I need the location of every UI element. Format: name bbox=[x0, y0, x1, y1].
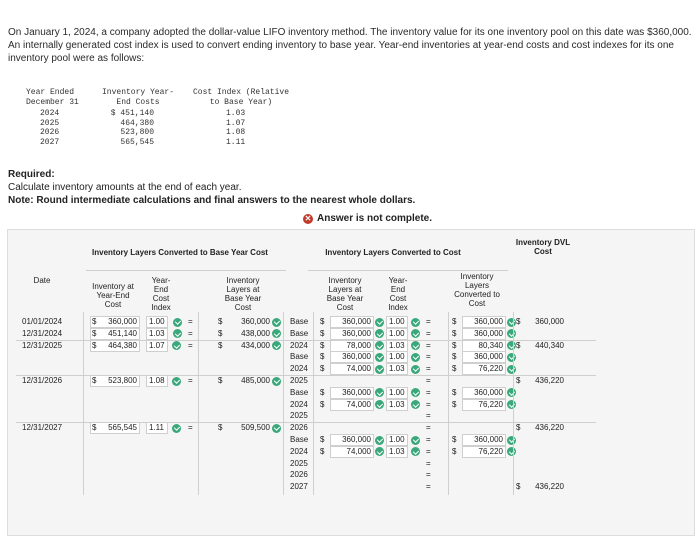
date-cell: 12/31/2025 bbox=[22, 340, 63, 350]
col-header-end-cost: Inventory at Year-End Cost bbox=[92, 282, 134, 309]
correct-check-icon bbox=[507, 436, 516, 445]
layer-cost-input[interactable]: 360,000 bbox=[462, 387, 506, 399]
correct-check-icon bbox=[507, 329, 516, 338]
index-input[interactable]: 1.11 bbox=[146, 422, 168, 434]
dollar-sign: $ bbox=[320, 399, 325, 409]
index-input[interactable]: 1.08 bbox=[146, 375, 168, 387]
equals-sign: = bbox=[426, 470, 431, 480]
equals-sign: = bbox=[426, 328, 431, 338]
layer-label: Base bbox=[290, 352, 309, 362]
dollar-sign: $ bbox=[218, 376, 223, 385]
correct-check-icon bbox=[411, 436, 420, 445]
correct-check-icon bbox=[375, 329, 384, 338]
dollar-sign: $ bbox=[320, 387, 325, 397]
base-cost-value: 434,000 bbox=[241, 340, 270, 350]
layer-label: 2025 bbox=[290, 376, 308, 385]
col-header-date: Date bbox=[33, 276, 51, 285]
required-label: Required: bbox=[8, 169, 55, 180]
layer-index-input[interactable]: 1.00 bbox=[386, 328, 408, 340]
date-cell: 12/31/2027 bbox=[22, 423, 63, 433]
dollar-sign: $ bbox=[452, 435, 457, 444]
dollar-sign: $ bbox=[452, 340, 457, 350]
layer-base-input[interactable]: 360,000 bbox=[330, 434, 374, 446]
correct-check-icon bbox=[172, 341, 181, 350]
dvl-total: 436,220 bbox=[535, 376, 564, 385]
correct-check-icon bbox=[507, 400, 516, 409]
column-divider bbox=[313, 312, 314, 495]
correct-check-icon bbox=[173, 318, 182, 327]
equals-sign: = bbox=[426, 423, 431, 433]
dvl-total: 436,220 bbox=[535, 423, 564, 433]
dollar-sign: $ bbox=[92, 376, 97, 385]
layer-label: Base bbox=[290, 435, 309, 444]
layer-cost-input[interactable]: 76,220 bbox=[462, 363, 506, 375]
correct-check-icon bbox=[375, 318, 384, 327]
dollar-sign: $ bbox=[320, 364, 325, 374]
dollar-sign: $ bbox=[92, 423, 97, 433]
correct-check-icon bbox=[411, 329, 420, 338]
column-divider bbox=[83, 312, 84, 495]
answer-status-banner: ✕ Answer is not complete. bbox=[304, 213, 433, 224]
index-input[interactable]: 1.07 bbox=[146, 340, 168, 352]
layer-base-input[interactable]: 360,000 bbox=[330, 387, 374, 399]
equals-sign: = bbox=[188, 317, 193, 326]
col-header-index: Year-End Cost Index bbox=[151, 276, 171, 312]
correct-check-icon bbox=[375, 388, 384, 397]
dollar-sign: $ bbox=[218, 340, 223, 350]
given-row-year: 2025 bbox=[40, 118, 60, 128]
given-data-table bbox=[26, 88, 296, 154]
layer-index-input[interactable]: 1.00 bbox=[386, 434, 408, 446]
date-cell: 01/01/2024 bbox=[22, 317, 63, 326]
equals-sign: = bbox=[426, 458, 431, 468]
required-section bbox=[8, 168, 415, 207]
equals-sign: = bbox=[426, 340, 431, 350]
equals-sign: = bbox=[188, 423, 193, 433]
equals-sign: = bbox=[426, 352, 431, 362]
col-header-layer-base: Inventory Layers at Base Year Cost bbox=[326, 276, 364, 312]
correct-check-icon bbox=[272, 377, 281, 386]
correct-check-icon bbox=[507, 353, 516, 362]
correct-check-icon bbox=[411, 353, 420, 362]
correct-check-icon bbox=[411, 447, 420, 456]
correct-check-icon bbox=[507, 388, 516, 397]
col-header-layer-index: Year-End Cost Index bbox=[388, 276, 408, 312]
dollar-sign: $ bbox=[218, 328, 223, 338]
answer-panel bbox=[7, 229, 695, 536]
dollar-sign: $ bbox=[516, 423, 521, 433]
layer-label: 2024 bbox=[290, 364, 308, 374]
layer-cost-input[interactable]: 360,000 bbox=[462, 351, 506, 363]
correct-check-icon bbox=[272, 318, 281, 327]
date-cell: 12/31/2026 bbox=[22, 376, 63, 385]
given-row-year: 2024 bbox=[40, 109, 60, 118]
layer-label: 2025 bbox=[290, 411, 308, 421]
layer-index-input[interactable]: 1.03 bbox=[386, 446, 408, 458]
dollar-sign: $ bbox=[452, 317, 457, 326]
layer-index-input[interactable]: 1.00 bbox=[386, 316, 408, 328]
layer-cost-input[interactable]: 360,000 bbox=[462, 434, 506, 446]
dollar-sign: $ bbox=[92, 328, 97, 338]
dollar-sign: $ bbox=[320, 352, 325, 362]
layer-label: 2024 bbox=[290, 340, 308, 350]
dollar-sign: $ bbox=[92, 317, 97, 326]
dollar-sign: $ bbox=[218, 317, 223, 326]
correct-check-icon bbox=[375, 353, 384, 362]
base-cost-value: 360,000 bbox=[241, 317, 270, 326]
layer-base-input[interactable]: 360,000 bbox=[330, 351, 374, 363]
layer-base-input[interactable]: 78,000 bbox=[330, 340, 374, 352]
equals-sign: = bbox=[188, 328, 193, 338]
dollar-sign: $ bbox=[320, 446, 325, 456]
layer-index-input[interactable]: 1.03 bbox=[386, 399, 408, 411]
dollar-sign: $ bbox=[218, 423, 223, 433]
given-row-year: 2026 bbox=[40, 128, 60, 137]
given-row-cost: 565,545 bbox=[120, 137, 154, 147]
layer-base-input[interactable]: 74,000 bbox=[330, 446, 374, 458]
dollar-sign: $ bbox=[92, 340, 97, 350]
end-cost-input[interactable]: 523,800 bbox=[90, 375, 140, 387]
correct-check-icon bbox=[272, 341, 281, 350]
given-row-index: 1.11 bbox=[226, 137, 246, 147]
error-x-icon: ✕ bbox=[304, 213, 312, 223]
layer-cost-input[interactable]: 76,220 bbox=[462, 446, 506, 458]
date-cell: 12/31/2024 bbox=[22, 328, 63, 338]
correct-check-icon bbox=[172, 424, 181, 433]
dollar-sign: $ bbox=[320, 328, 325, 338]
end-cost-input[interactable]: 464,380 bbox=[90, 340, 140, 352]
given-row-year: 2027 bbox=[40, 137, 60, 147]
dollar-sign: $ bbox=[452, 387, 457, 397]
layer-label: 2024 bbox=[290, 399, 308, 409]
layer-base-input[interactable]: 360,000 bbox=[330, 328, 374, 340]
dollar-sign: $ bbox=[452, 352, 457, 362]
col-header-layer-cost: Inventory Layers Converted to Cost bbox=[454, 272, 500, 308]
layer-base-input[interactable]: 74,000 bbox=[330, 363, 374, 375]
base-cost-value: 485,000 bbox=[241, 376, 270, 385]
layer-base-input[interactable]: 360,000 bbox=[330, 316, 374, 328]
given-row-cost: 523,800 bbox=[120, 128, 154, 137]
equals-sign: = bbox=[426, 387, 431, 397]
layer-label: 2025 bbox=[290, 458, 308, 468]
correct-check-icon bbox=[411, 365, 420, 374]
dollar-sign: $ bbox=[320, 317, 325, 326]
given-row-index: 1.07 bbox=[226, 118, 246, 128]
given-row-index: 1.03 bbox=[226, 109, 246, 118]
dollar-sign: $ bbox=[516, 317, 521, 326]
column-divider bbox=[513, 312, 514, 495]
layer-label: 2026 bbox=[290, 470, 308, 480]
correct-check-icon bbox=[411, 318, 420, 327]
given-header-cost: Inventory Year- End Costs bbox=[101, 88, 174, 107]
given-header-year: Year Ended December 31 bbox=[26, 88, 79, 107]
layer-label: Base bbox=[290, 317, 309, 326]
equals-sign: = bbox=[188, 376, 193, 385]
layer-cost-input[interactable]: 360,000 bbox=[462, 328, 506, 340]
layer-index-input[interactable]: 1.03 bbox=[386, 363, 408, 375]
index-input[interactable]: 1.03 bbox=[146, 328, 168, 340]
layer-cost-input[interactable]: 360,000 bbox=[462, 316, 506, 328]
equals-sign: = bbox=[426, 435, 431, 444]
group-header-base: Inventory Layers Converted to Base Year Cost bbox=[92, 248, 268, 257]
correct-check-icon bbox=[375, 436, 384, 445]
layer-base-input[interactable]: 74,000 bbox=[330, 399, 374, 411]
correct-check-icon bbox=[375, 400, 384, 409]
given-row-cost: 464,380 bbox=[120, 118, 154, 128]
dollar-sign: $ bbox=[320, 435, 325, 444]
equals-sign: = bbox=[426, 446, 431, 456]
dvl-total: 360,000 bbox=[535, 317, 564, 326]
layer-index-input[interactable]: 1.00 bbox=[386, 351, 408, 363]
required-text: Calculate inventory amounts at the end of each year. bbox=[8, 182, 242, 193]
dollar-sign: $ bbox=[452, 399, 457, 409]
end-cost-input[interactable]: 451,140 bbox=[90, 328, 140, 340]
correct-check-icon bbox=[507, 341, 516, 350]
end-cost-input[interactable]: 360,000 bbox=[90, 316, 140, 328]
equals-sign: = bbox=[426, 376, 431, 385]
layer-label: 2027 bbox=[290, 482, 308, 492]
layer-cost-input[interactable]: 76,220 bbox=[462, 399, 506, 411]
index-input[interactable]: 1.00 bbox=[146, 316, 168, 328]
dollar-sign: $ bbox=[452, 328, 457, 338]
layer-cost-input[interactable]: 80,340 bbox=[462, 340, 506, 352]
column-divider bbox=[198, 312, 199, 495]
correct-check-icon bbox=[507, 447, 516, 456]
dollar-sign: $ bbox=[452, 446, 457, 456]
equals-sign: = bbox=[426, 411, 431, 421]
layer-label: 2026 bbox=[290, 423, 308, 433]
correct-check-icon bbox=[507, 365, 516, 374]
base-cost-value: 438,000 bbox=[241, 328, 270, 338]
correct-check-icon bbox=[173, 329, 182, 338]
dvl-total: 440,340 bbox=[535, 340, 564, 350]
group-header-dvl: Inventory DVL Cost bbox=[515, 238, 571, 256]
equals-sign: = bbox=[426, 364, 431, 374]
given-row-cost: $ 451,140 bbox=[110, 109, 154, 118]
layer-label: 2024 bbox=[290, 446, 308, 456]
given-row-index: 1.08 bbox=[226, 128, 246, 137]
correct-check-icon bbox=[172, 377, 181, 386]
layer-label: Base bbox=[290, 328, 309, 338]
equals-sign: = bbox=[426, 399, 431, 409]
layer-index-input[interactable]: 1.03 bbox=[386, 340, 408, 352]
column-divider bbox=[448, 312, 449, 495]
column-divider bbox=[283, 312, 284, 495]
rounding-note: Note: Round intermediate calculations and final answers to the nearest whole dollars. bbox=[8, 195, 416, 206]
given-header-index: Cost Index (Relative to Base Year) bbox=[192, 88, 289, 107]
correct-check-icon bbox=[375, 365, 384, 374]
dvl-total: 436,220 bbox=[535, 482, 564, 492]
dollar-sign: $ bbox=[320, 340, 325, 350]
end-cost-input[interactable]: 565,545 bbox=[90, 422, 140, 434]
equals-sign: = bbox=[426, 317, 431, 326]
correct-check-icon bbox=[507, 318, 516, 327]
layer-label: Base bbox=[290, 387, 309, 397]
correct-check-icon bbox=[411, 341, 420, 350]
correct-check-icon bbox=[272, 329, 281, 338]
col-header-base-cost: Inventory Layers at Base Year Cost bbox=[224, 276, 262, 312]
dollar-sign: $ bbox=[452, 364, 457, 374]
layer-index-input[interactable]: 1.00 bbox=[386, 387, 408, 399]
correct-check-icon bbox=[272, 424, 281, 433]
base-cost-value: 509,500 bbox=[241, 423, 270, 433]
correct-check-icon bbox=[411, 388, 420, 397]
problem-intro: On January 1, 2024, a company adopted the dollar-value LIFO inventory method. The inventory value for its one inventory pool on this date was $360,000. An internally generated cost index is used to convert ending inventory to base year. Year-end inventories at year-end costs and cost indexes for its one inventory pool were as follows: bbox=[8, 27, 692, 64]
correct-check-icon bbox=[411, 400, 420, 409]
dollar-sign: $ bbox=[516, 482, 521, 492]
equals-sign: = bbox=[188, 340, 193, 350]
group-header-cost: Inventory Layers Converted to Cost bbox=[325, 248, 461, 257]
equals-sign: = bbox=[426, 482, 431, 492]
correct-check-icon bbox=[375, 341, 384, 350]
correct-check-icon bbox=[375, 447, 384, 456]
dollar-sign: $ bbox=[516, 376, 521, 385]
dollar-sign: $ bbox=[516, 340, 521, 350]
